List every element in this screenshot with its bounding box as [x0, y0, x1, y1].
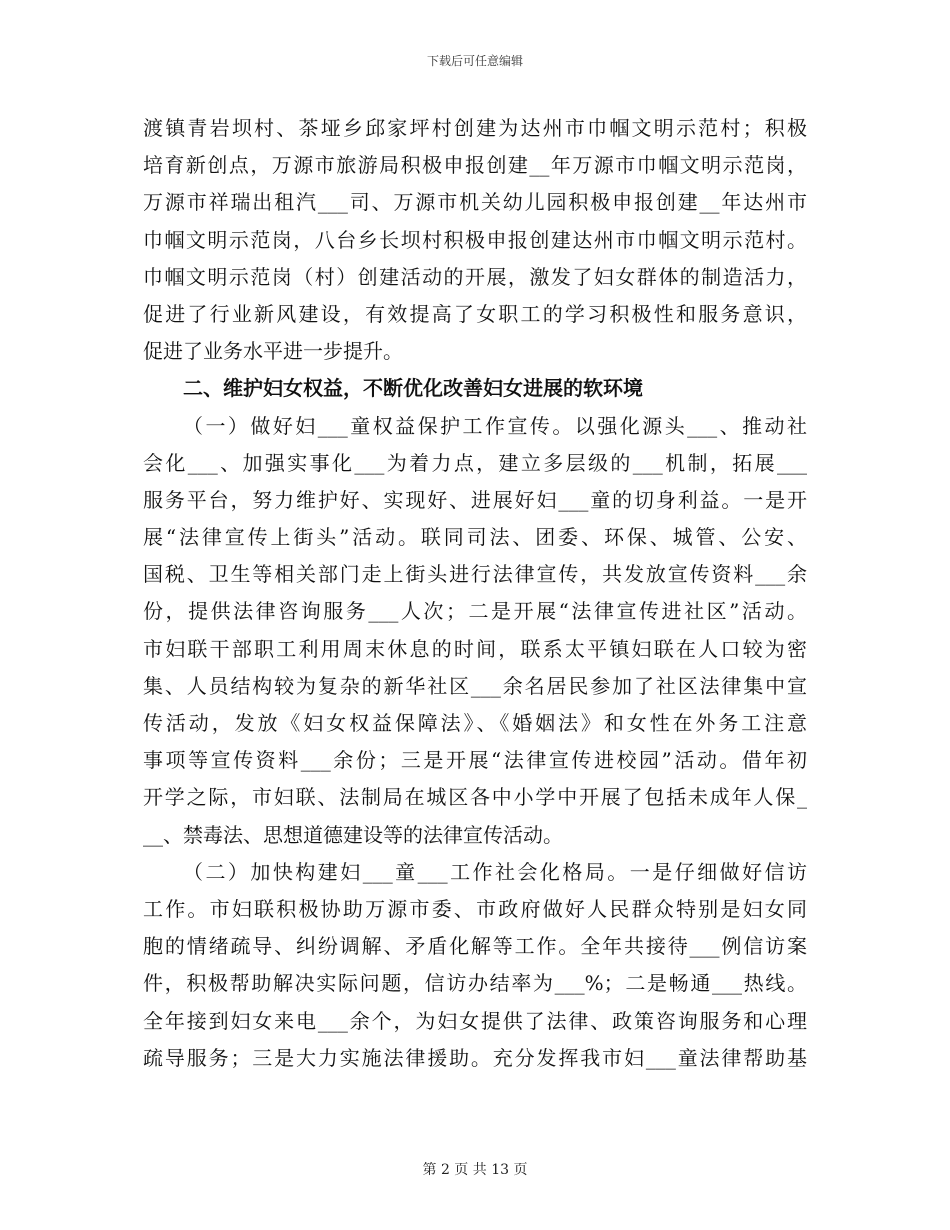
text-line: 集、人员结构较为复杂的新华社区___余名居民参加了社区法律集中宣 [143, 673, 807, 698]
text-line: 工作。市妇联积极协助万源市委、市政府做好人民群众特别是妇女同 [143, 896, 807, 921]
text-line: 巾帼文明示范岗（村）创建活动的开展，激发了妇女群体的制造活力， [143, 264, 807, 289]
text-line: 胞的情绪疏导、纠纷调解、矛盾化解等工作。全年共接待___例信访案 [143, 934, 807, 959]
section-heading: 二、维护妇女权益，不断优化改善妇女进展的软环境 [183, 376, 643, 401]
text-line: 市妇联干部职工利用周末休息的时间，联系太平镇妇联在人口较为密 [143, 636, 807, 661]
text-line: 促进了行业新风建设，有效提高了女职工的学习积极性和服务意识， [143, 301, 807, 326]
text-line: 全年接到妇女来电___余个，为妇女提供了法律、政策咨询服务和心理 [143, 1008, 807, 1033]
text-line: 巾帼文明示范岗，八台乡长坝村积极申报创建达州市巾帼文明示范村。 [143, 227, 807, 252]
text-line: 件，积极帮助解决实际问题，信访办结率为___%；二是畅通___热线。 [143, 971, 807, 996]
text-line: 会化___、加强实事化___为着力点，建立多层级的___机制，拓展___ [143, 450, 807, 475]
text-line: 服务平台，努力维护好、实现好、进展好妇___童的切身利益。一是开 [143, 487, 807, 512]
text-line: 疏导服务；三是大力实施法律援助。充分发挥我市妇___童法律帮助基 [143, 1045, 807, 1070]
text-line: 开学之际，市妇联、法制局在城区各中小学中开展了包括未成年人保_ [143, 785, 807, 810]
text-line: 份，提供法律咨询服务___人次；二是开展“法律宣传进社区”活动。 [143, 599, 807, 624]
paragraph-start-line: （二）加快构建妇___童___工作社会化格局。一是仔细做好信访 [183, 859, 807, 884]
text-line: 事项等宣传资料___余份；三是开展“法律宣传进校园”活动。借年初 [143, 748, 807, 773]
page-header: 下载后可任意编辑 [426, 54, 523, 68]
text-line: 万源市祥瑞出租汽___司、万源市机关幼儿园积极申报创建__年达州市 [143, 190, 807, 215]
text-line: 国税、卫生等相关部门走上街头进行法律宣传，共发放宣传资料___余 [143, 562, 807, 587]
document-body [143, 110, 807, 1077]
page-number-footer: 第 2 页 共 13 页 [422, 1162, 528, 1178]
paragraph-start-line: （一）做好妇___童权益保护工作宣传。以强化源头___、推动社 [183, 413, 807, 438]
text-line: 培育新创点，万源市旅游局积极申报创建__年万源市巾帼文明示范岗， [143, 153, 807, 178]
text-line: 渡镇青岩坝村、茶垭乡邱家坪村创建为达州市巾帼文明示范村；积极 [143, 116, 807, 140]
text-line: 展“法律宣传上街头”活动。联同司法、团委、环保、城管、公安、 [143, 525, 807, 550]
text-line: 促进了业务水平进一步提升。 [143, 339, 403, 364]
text-line: 传活动，发放《妇女权益保障法》、《婚姻法》和女性在外务工注意 [143, 711, 807, 735]
text-line: __、禁毒法、思想道德建设等的法律宣传活动。 [143, 822, 563, 847]
